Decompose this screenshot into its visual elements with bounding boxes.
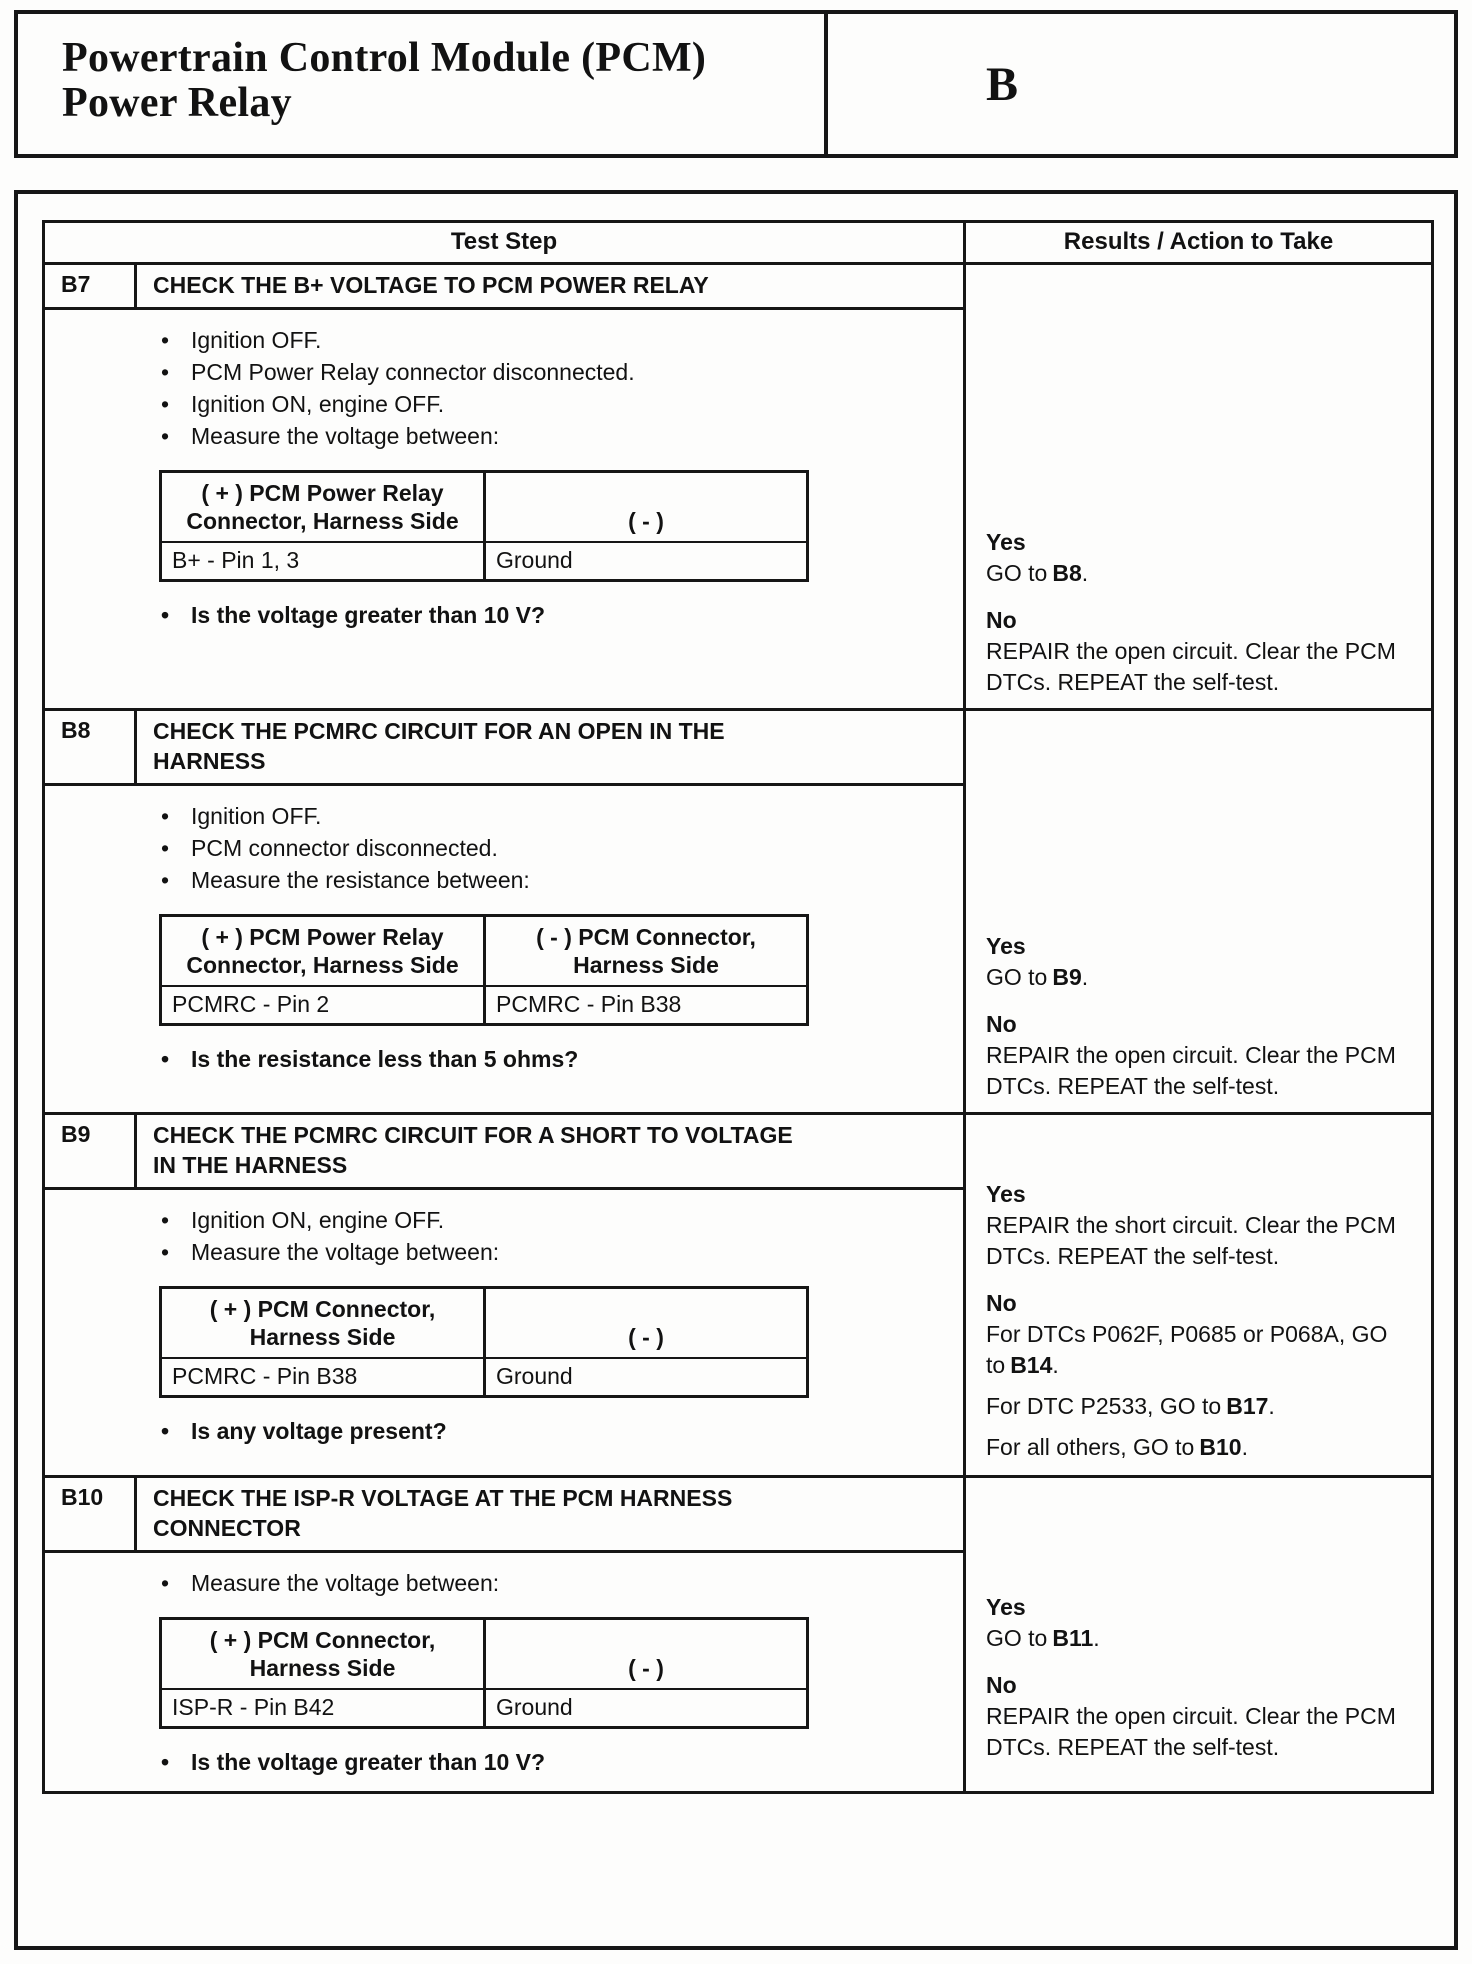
test-table-frame: [14, 190, 1458, 1950]
measurement-plus-value: B+ - Pin 1, 3: [162, 543, 486, 579]
instruction-list: [45, 1204, 963, 1268]
measurement-minus-value: PCMRC - Pin B38: [496, 990, 682, 1017]
test-step-cell: [45, 265, 966, 708]
measurement-plus-header: ( + ) PCM Power Relay Connector, Harness Side: [162, 473, 486, 541]
result-yes-label: Yes: [986, 933, 1026, 959]
goto-target: B17: [1226, 1393, 1269, 1419]
measurement-table-header: [162, 917, 806, 987]
bullet-item: • Measure the voltage between:: [45, 1236, 963, 1268]
measurement-plus-value: PCMRC - Pin 2: [162, 987, 486, 1023]
result-no-label: No: [986, 607, 1017, 633]
goto-target: B10: [1199, 1434, 1242, 1460]
bullet-item: • Ignition ON, engine OFF.: [45, 388, 963, 420]
step-heading: [45, 1115, 963, 1190]
step-heading: [45, 711, 963, 786]
measurement-table: [159, 1286, 809, 1398]
instruction-list: [45, 324, 963, 452]
goto-target: B8: [1052, 560, 1082, 586]
section-letter: B: [986, 57, 1019, 111]
column-header-results: Results / Action to Take: [1063, 228, 1334, 255]
section-letter-box: [824, 14, 1454, 154]
test-step-row-b7: [45, 265, 1431, 711]
measurement-plus-value: PCMRC - Pin B38: [162, 1359, 486, 1395]
step-title: CHECK THE B+ VOLTAGE TO PCM POWER RELAY: [153, 272, 709, 298]
measurement-minus-header: ( - ): [628, 507, 664, 534]
result-no-action: REPAIR the open circuit. Clear the PCM DTCs. REPEAT the self-test.: [986, 638, 1396, 695]
test-step-cell: [45, 711, 966, 1112]
measurement-plus-header: ( + ) PCM Connector, Harness Side: [162, 1620, 486, 1688]
result-no-label: No: [986, 1290, 1017, 1316]
step-question: • Is the voltage greater than 10 V?: [45, 600, 963, 630]
step-body: [45, 310, 963, 644]
page-title-line2: Power Relay: [62, 80, 292, 127]
step-body: [45, 1553, 963, 1791]
instruction-list: [45, 800, 963, 896]
result-no-action: For DTC P2533, GO to B17.: [986, 1393, 1275, 1419]
result-no-action: For all others, GO to B10.: [986, 1434, 1248, 1460]
measurement-minus-header: ( - ): [628, 1654, 664, 1681]
test-step-row-b8: [45, 711, 1431, 1115]
result-yes-action: GO to B8.: [986, 560, 1089, 586]
result-no-label: No: [986, 1011, 1017, 1037]
results-cell: [966, 1478, 1431, 1791]
bullet-item: • Ignition OFF.: [45, 800, 963, 832]
step-question: • Is the resistance less than 5 ohms?: [45, 1044, 963, 1074]
step-title: CHECK THE PCMRC CIRCUIT FOR A SHORT TO VOLTAGE IN THE HARNESS: [153, 1122, 793, 1178]
measurement-table-header: [162, 473, 806, 543]
measurement-minus-value: Ground: [496, 1693, 573, 1720]
goto-target: B9: [1052, 964, 1082, 990]
bullet-item: • Measure the voltage between:: [45, 420, 963, 452]
measurement-table-header: [162, 1620, 806, 1690]
test-step-row-b10: [45, 1478, 1431, 1791]
step-heading: [45, 265, 963, 310]
measurement-table: [159, 1617, 809, 1729]
measurement-minus-value: Ground: [496, 1362, 573, 1389]
measurement-table-header: [162, 1289, 806, 1359]
test-step-cell: [45, 1478, 966, 1791]
step-question: • Is any voltage present?: [45, 1416, 963, 1446]
measurement-minus-header: ( - ): [628, 1323, 664, 1350]
result-no-action: For DTCs P062F, P0685 or P068A, GO to B14.: [986, 1321, 1388, 1378]
bullet-item: • Ignition ON, engine OFF.: [45, 1204, 963, 1236]
bullet-item: • PCM Power Relay connector disconnected.: [45, 356, 963, 388]
test-step-cell: [45, 1115, 966, 1475]
step-id: B8: [45, 711, 137, 783]
measurement-plus-header: ( + ) PCM Connector, Harness Side: [162, 1289, 486, 1357]
step-heading: [45, 1478, 963, 1553]
bullet-item: • Measure the voltage between:: [45, 1567, 963, 1599]
bullet-item: • PCM connector disconnected.: [45, 832, 963, 864]
result-no-action: REPAIR the open circuit. Clear the PCM DTCs. REPEAT the self-test.: [986, 1703, 1396, 1760]
goto-target: B14: [1010, 1352, 1053, 1378]
measurement-table-values: [162, 1359, 806, 1395]
document-header: [14, 10, 1458, 158]
result-yes-label: Yes: [986, 529, 1026, 555]
measurement-table-values: [162, 543, 806, 579]
test-step-row-b9: [45, 1115, 1431, 1478]
measurement-minus-header: ( - ) PCM Connector, Harness Side: [536, 923, 756, 978]
result-yes-label: Yes: [986, 1594, 1026, 1620]
step-title: CHECK THE PCMRC CIRCUIT FOR AN OPEN IN THE HARNESS: [153, 718, 725, 774]
step-id: B10: [45, 1478, 137, 1550]
step-body: [45, 1190, 963, 1460]
measurement-plus-value: ISP-R - Pin B42: [162, 1690, 486, 1726]
title-area: [18, 14, 824, 154]
measurement-table: [159, 914, 809, 1026]
step-id: B7: [45, 265, 137, 307]
instruction-list: [45, 1567, 963, 1599]
results-cell: [966, 265, 1431, 708]
page-title-line1: Powertrain Control Module (PCM): [62, 35, 707, 81]
result-no-action: REPAIR the open circuit. Clear the PCM DTCs. REPEAT the self-test.: [986, 1042, 1396, 1099]
result-yes-action: GO to B11.: [986, 1625, 1100, 1651]
result-yes-label: Yes: [986, 1181, 1026, 1207]
step-title: CHECK THE ISP-R VOLTAGE AT THE PCM HARNESS CONNECTOR: [153, 1485, 733, 1541]
step-body: [45, 786, 963, 1088]
measurement-table: [159, 470, 809, 582]
measurement-table-values: [162, 1690, 806, 1726]
step-id: B9: [45, 1115, 137, 1187]
measurement-plus-header: ( + ) PCM Power Relay Connector, Harness Side: [162, 917, 486, 985]
test-table: [42, 220, 1434, 1794]
result-yes-action: REPAIR the short circuit. Clear the PCM DTCs. REPEAT the self-test.: [986, 1212, 1396, 1269]
measurement-table-values: [162, 987, 806, 1023]
result-no-label: No: [986, 1672, 1017, 1698]
step-question: • Is the voltage greater than 10 V?: [45, 1747, 963, 1777]
result-yes-action: GO to B9.: [986, 964, 1089, 990]
bullet-item: • Measure the resistance between:: [45, 864, 963, 896]
measurement-minus-value: Ground: [496, 546, 573, 573]
table-header-row: [45, 223, 1431, 265]
column-header-test-step: Test Step: [45, 223, 966, 262]
results-cell: [966, 711, 1431, 1112]
goto-target: B11: [1052, 1625, 1094, 1651]
results-cell: [966, 1115, 1431, 1475]
bullet-item: • Ignition OFF.: [45, 324, 963, 356]
